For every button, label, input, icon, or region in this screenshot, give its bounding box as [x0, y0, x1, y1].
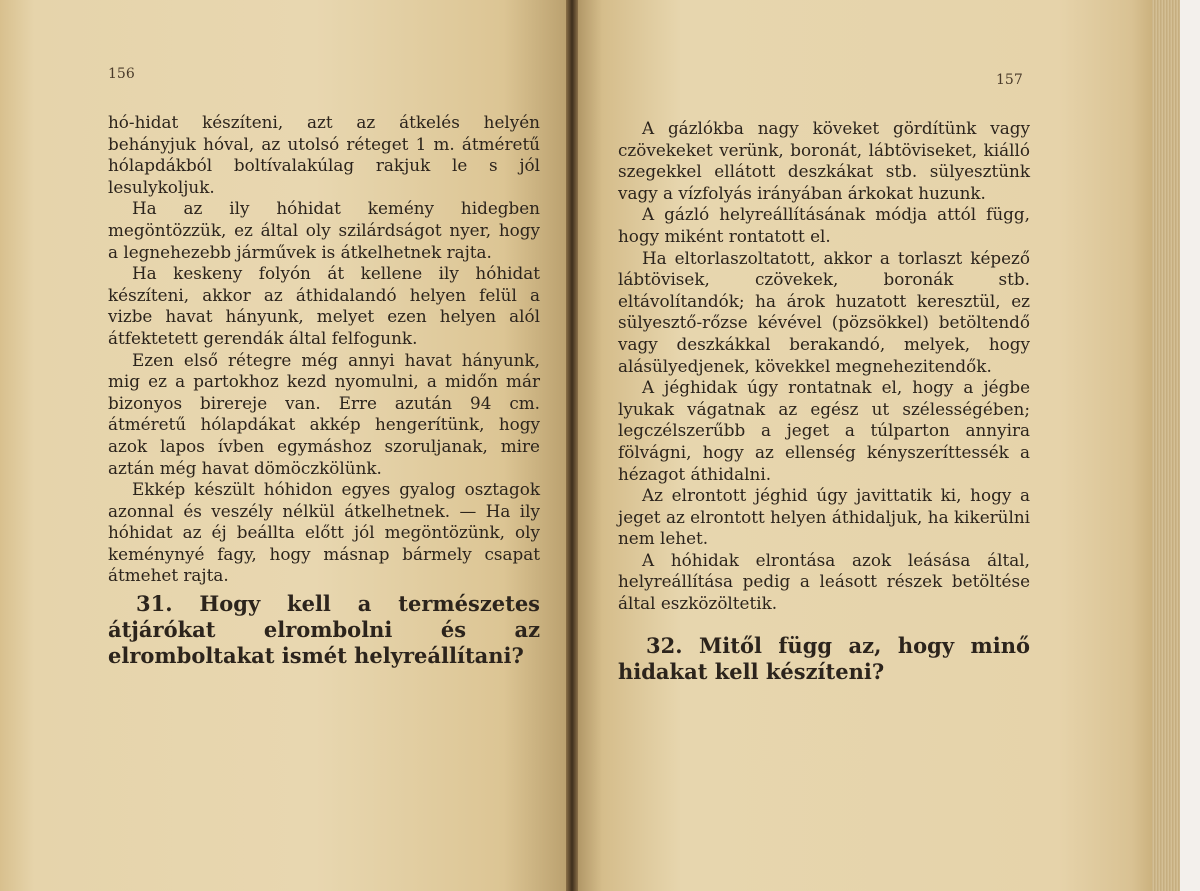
left-page — [0, 0, 572, 891]
section-heading: 32. Mitől függ az, hogy minő hidakat kell készíteni? — [618, 632, 1030, 684]
background-strip — [1180, 0, 1200, 891]
left-page-text — [108, 112, 540, 669]
paragraph: A jéghidak úgy rontatnak el, hogy a jégbe lyukak vágatnak az egész ut szélességében; legczélszerűbb a jeget a túlparton annyira fölvágni, hogy az ellenség kényszeríttessék a hézagot áthidalni. — [618, 377, 1030, 484]
right-page — [572, 0, 1180, 891]
section-heading: 31. Hogy kell a természetes átjárókat elrombolni és az elromboltakat ismét helyreállítani? — [108, 591, 540, 669]
page-number: 156 — [108, 66, 135, 82]
right-page-text — [618, 118, 1030, 685]
paragraph: Ha eltorlaszoltatott, akkor a torlaszt képező lábtövisek, czövekek, boronák stb. eltávolítandók; ha árok huzatott keresztül, ez sülyesztő-rőzse kévével (pözsökkel) betöltendő vagy deszkákkal berakandó, melyek, hogy alásülyedjenek, kövekkel megnehezitendők. — [618, 247, 1030, 376]
paragraph: Ezen első rétegre még annyi havat hányunk, mig ez a partokhoz kezd nyomulni, a midőn már bizonyos birereje van. Erre azután 94 cm. átméretű hólapdákat akkép hengerítünk, hogy azok lapos ívben egymáshoz szoruljanak, mire aztán még havat dömöczkölünk. — [108, 349, 540, 478]
book-gutter — [566, 0, 578, 891]
paragraph: Az elrontott jéghid úgy javittatik ki, hogy a jeget az elrontott helyen áthidaljuk, ha kikerülni nem lehet. — [618, 485, 1030, 549]
paragraph: A hóhidak elrontása azok leásása által, helyreállítása pedig a leásott részek betöltése által eszközöltetik. — [618, 549, 1030, 614]
paragraph: Ha keskeny folyón át kellene ily hóhidat készíteni, akkor az áthidalandó helyen felül a vizbe havat hányunk, melyet ezen helyen alól átfektetett gerendák által felfogunk. — [108, 263, 540, 348]
paragraph: A gázlókba nagy köveket gördítünk vagy czövekeket verünk, boronát, lábtöviseket, kiálló szegekkel ellátott deszkákat stb. sülyesztünk vagy a vízfolyás irányában árkokat huzunk. — [618, 118, 1030, 203]
page-number: 157 — [996, 72, 1023, 88]
paragraph: Ekkép készült hóhidon egyes gyalog osztagok azonnal és veszély nélkül átkelhetnek. — Ha ily hóhidat az éj beállta előtt jól megöntözünk, oly keménynyé fagy, hogy másnap bármely csapat átmehet rajta. — [108, 479, 540, 586]
paragraph: Ha az ily hóhidat kemény hidegben megöntözzük, ez által oly szilárdságot nyer, hogy a legnehezebb járművek is átkelhetnek rajta. — [108, 198, 540, 262]
paragraph: A gázló helyreállításának módja attól függ, hogy miként rontatott el. — [618, 204, 1030, 246]
paragraph: hó-hidat készíteni, azt az átkelés helyén behányjuk hóval, az utolsó réteget 1 m. átméretű hólapdákból boltívalakúlag rakjuk le s jól lesulykoljuk. — [108, 112, 540, 197]
